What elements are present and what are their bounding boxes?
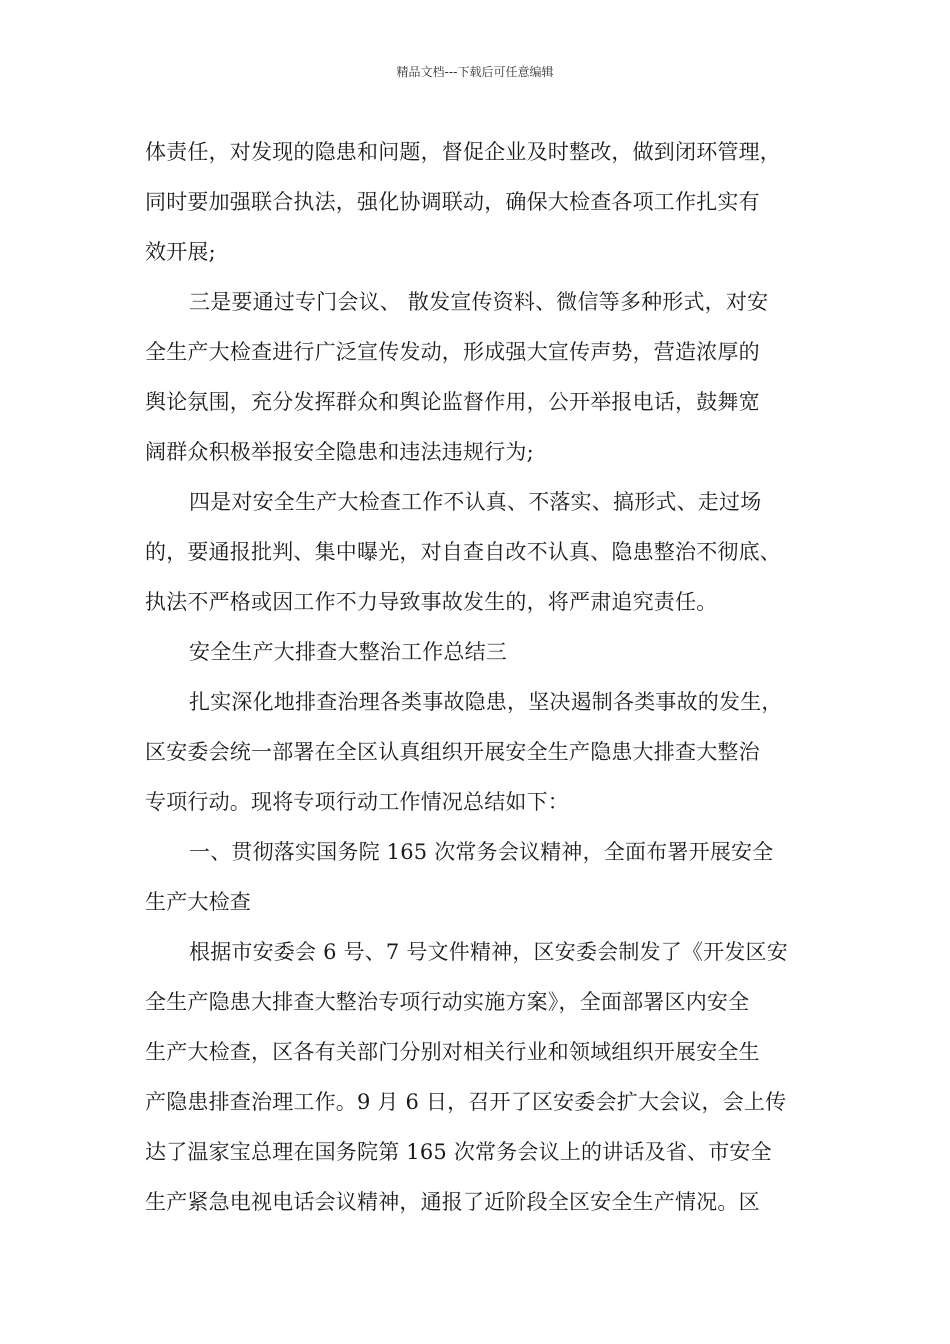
text-line: 舆论氛围，充分发挥群众和舆论监督作用，公开举报电话，鼓舞宽 <box>145 390 760 414</box>
text-line: 生产大检查，区各有关部门分别对相关行业和领域组织开展安全生 <box>145 1040 760 1064</box>
text-line: 一、贯彻落实国务院 165 次常务会议精神，全面布署开展安全 <box>189 840 774 864</box>
text-line: 生产大检查 <box>145 890 251 914</box>
text-line: 四是对安全生产大检查工作不认真、不落实、搞形式、走过场 <box>189 490 762 514</box>
text-line: 根据市安委会 6 号、7 号文件精神，区安委会制发了《开发区安 <box>189 940 788 964</box>
text-line: 扎实深化地排查治理各类事故隐患，坚决遏制各类事故的发生， <box>189 690 783 714</box>
document-body <box>145 127 825 1227</box>
text-line: 全生产隐患大排查大整治专项行动实施方案》，全面部署区内安全 <box>145 990 750 1014</box>
text-line: 三是要通过专门会议、 散发宣传资料、微信等多种形式，对安 <box>189 290 769 314</box>
text-line: 安全生产大排查大整治工作总结三 <box>189 640 507 664</box>
text-line: 生产紧急电视电话会议精神，通报了近阶段全区安全生产情况。区 <box>145 1190 760 1214</box>
text-line: 的，要通报批判、集中曝光，对自查自改不认真、隐患整治不彻底、 <box>145 540 781 564</box>
text-line: 执法不严格或因工作不力导致事故发生的，将严肃追究责任。 <box>145 590 718 614</box>
text-line: 效开展; <box>145 240 216 264</box>
text-line: 体责任，对发现的隐患和问题，督促企业及时整改，做到闭环管理， <box>145 140 781 164</box>
text-line: 产隐患排查治理工作。9 月 6 日，召开了区安委会扩大会议，会上传 <box>145 1090 787 1114</box>
text-line: 同时要加强联合执法，强化协调联动，确保大检查各项工作扎实有 <box>145 190 760 214</box>
text-line: 达了温家宝总理在国务院第 165 次常务会议上的讲话及省、市安全 <box>145 1140 772 1164</box>
text-line: 阔群众积极举报安全隐患和违法违规行为; <box>145 440 534 464</box>
text-line: 区安委会统一部署在全区认真组织开展安全生产隐患大排查大整治 <box>145 740 760 764</box>
text-line: 全生产大检查进行广泛宣传发动，形成强大宣传声势，营造浓厚的 <box>145 340 760 364</box>
text-line: 专项行动。现将专项行动工作情况总结如下： <box>145 790 569 814</box>
page-header: 精品文档---下载后可任意编辑 <box>396 65 554 79</box>
